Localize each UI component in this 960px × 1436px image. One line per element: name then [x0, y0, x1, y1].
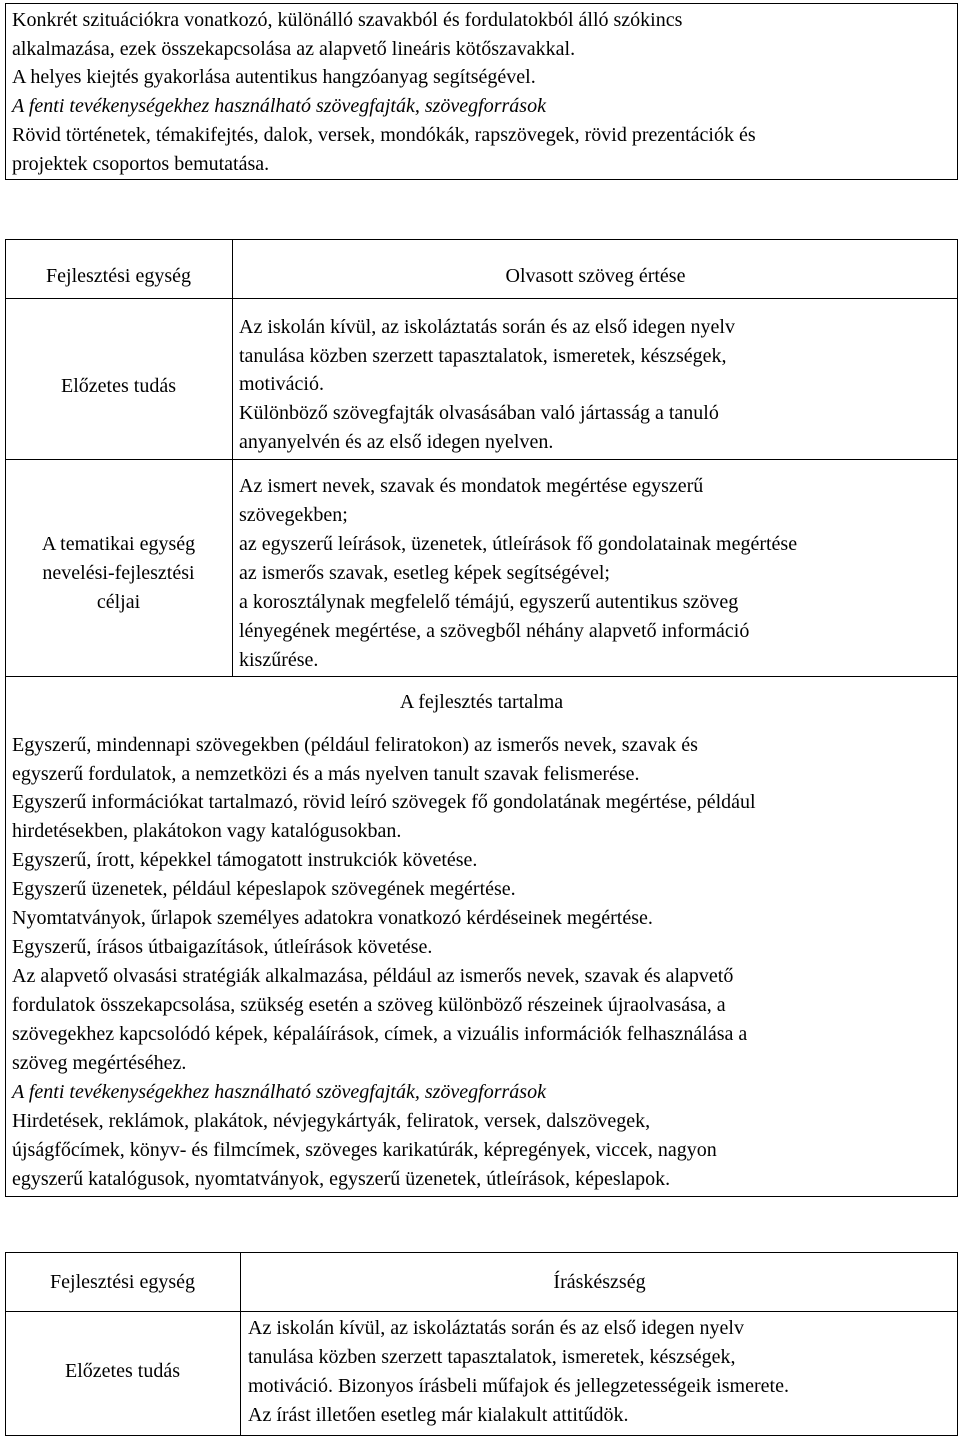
table1-prior-line-1: Az iskolán kívül, az iskoláztatás során és az első idegen nyelv: [239, 316, 735, 338]
table1-goals-label-3: céljai: [96, 591, 141, 613]
table1-prior-line-2: tanulása közben szerzett tapasztalatok, ismeretek, készségek,: [239, 345, 727, 367]
table1-content-line-10: fordulatok összekapcsolása, szükség esetén a szöveg különböző részeinek újraolvasása, a: [12, 994, 726, 1016]
table1-content-line-8: Egyszerű, írásos útbaigazítások, útleírások követése.: [12, 936, 433, 958]
table1-goals-line-4: az ismerős szavak, esetleg képek segítségével;: [239, 562, 610, 584]
table1-prior-line-5: anyanyelvén és az első idegen nyelven.: [239, 431, 554, 453]
table1-content-line-2: egyszerű fordulatok, a nemzetközi és a más nyelven tanult szavak felismerése.: [12, 763, 640, 785]
table1-content-line-7: Nyomtatványok, űrlapok személyes adatokra vonatkozó kérdéseinek megértése.: [12, 907, 653, 929]
table2-prior-line-2: tanulása közben szerzett tapasztalatok, ismeretek, készségek,: [248, 1346, 736, 1368]
table1-content-line-12: szöveg megértéséhez.: [12, 1052, 187, 1074]
table1-text-types-3: egyszerű katalógusok, nyomtatványok, egyszerű üzenetek, útleírások, képeslapok.: [12, 1168, 671, 1190]
table1-content-line-6: Egyszerű üzenetek, például képeslapok szövegének megértése.: [12, 878, 516, 900]
table1-goals-line-6: lényegének megértése, a szövegből néhány alapvető információ: [239, 620, 750, 642]
section1-text-types-2: projektek csoportos bemutatása.: [12, 153, 270, 175]
table1-text-types-1: Hirdetések, reklámok, plakátok, névjegykártyák, feliratok, versek, dalszövegek,: [12, 1110, 651, 1132]
table2-header-label: Fejlesztési egység: [50, 1271, 195, 1293]
section1-text-types-1: Rövid történetek, témakifejtés, dalok, versek, mondókák, rapszövegek, rövid prezentációk és: [12, 124, 756, 146]
table1-goals-line-1: Az ismert nevek, szavak és mondatok megértése egyszerű: [239, 475, 704, 497]
table1-header-label: Fejlesztési egység: [46, 265, 191, 287]
table1-row-divider-3: [5, 676, 958, 677]
table1-content-line-1: Egyszerű, mindennapi szövegekben (például feliratokon) az ismerős nevek, szavak és: [12, 734, 698, 756]
table1-header-value: Olvasott szöveg értése: [505, 265, 686, 287]
section1-italic-heading: A fenti tevékenységekhez használható szövegfajták, szövegforrások: [12, 95, 546, 117]
table2-prior-line-3: motiváció. Bizonyos írásbeli műfajok és jellegzetességeik ismerete.: [248, 1375, 789, 1397]
table1-goals-line-7: kiszűrése.: [239, 649, 319, 671]
table1-prior-label: Előzetes tudás: [61, 375, 176, 397]
table1-goals-label-1: A tematikai egység: [41, 533, 196, 555]
table1-text-types-2: újságfőcímek, könyv- és filmcímek, szöveges karikatúrák, képregények, viccek, nagyon: [12, 1139, 717, 1161]
table1-content-line-9: Az alapvető olvasási stratégiák alkalmazása, például az ismerős nevek, szavak és alapvető: [12, 965, 734, 987]
section1-line-3: A helyes kiejtés gyakorlása autentikus hangzóanyag segítségével.: [12, 66, 536, 88]
table1-goals-line-2: szövegekben;: [239, 504, 348, 526]
section1-line-2: alkalmazása, ezek összekapcsolása az alapvető lineáris kötőszavakkal.: [12, 38, 576, 60]
table1-prior-line-3: motiváció.: [239, 373, 324, 395]
table2-header-value: Íráskészség: [553, 1271, 646, 1293]
table1-row-divider-2: [5, 459, 958, 460]
table1-italic-heading: A fenti tevékenységekhez használható szövegfajták, szövegforrások: [12, 1081, 546, 1103]
table2-prior-line-1: Az iskolán kívül, az iskoláztatás során és az első idegen nyelv: [248, 1317, 744, 1339]
table1-column-divider: [232, 239, 233, 676]
table2-prior-line-4: Az írást illetően esetleg már kialakult attitűdök.: [248, 1404, 629, 1426]
table1-goals-label-2: nevelési-fejlesztési: [42, 562, 195, 584]
table1-goals-line-3: az egyszerű leírások, üzenetek, útleírások fő gondolatainak megértése: [239, 533, 798, 555]
table1-goals-line-5: a korosztálynak megfelelő témájú, egyszerű autentikus szöveg: [239, 591, 739, 613]
table1-content-line-4: hirdetésekben, plakátokon vagy katalógusokban.: [12, 820, 402, 842]
section1-line-1: Konkrét szituációkra vonatkozó, különálló szavakból és fordulatokból álló szókincs: [12, 9, 683, 31]
table1-content-line-3: Egyszerű információkat tartalmazó, rövid leíró szövegek fő gondolatának megértése, például: [12, 791, 756, 813]
table1-row-divider-1: [5, 298, 958, 299]
table1-content-heading: A fejlesztés tartalma: [399, 691, 564, 713]
table2-prior-label: Előzetes tudás: [65, 1360, 180, 1382]
table1-content-line-11: szövegekhez kapcsolódó képek, képaláírások, címek, a vizuális információk felhasználása a: [12, 1023, 748, 1045]
table1-prior-line-4: Különböző szövegfajták olvasásában való jártasság a tanuló: [239, 402, 719, 424]
table2-row-divider-1: [5, 1311, 958, 1312]
table1-content-line-5: Egyszerű, írott, képekkel támogatott instrukciók követése.: [12, 849, 478, 871]
